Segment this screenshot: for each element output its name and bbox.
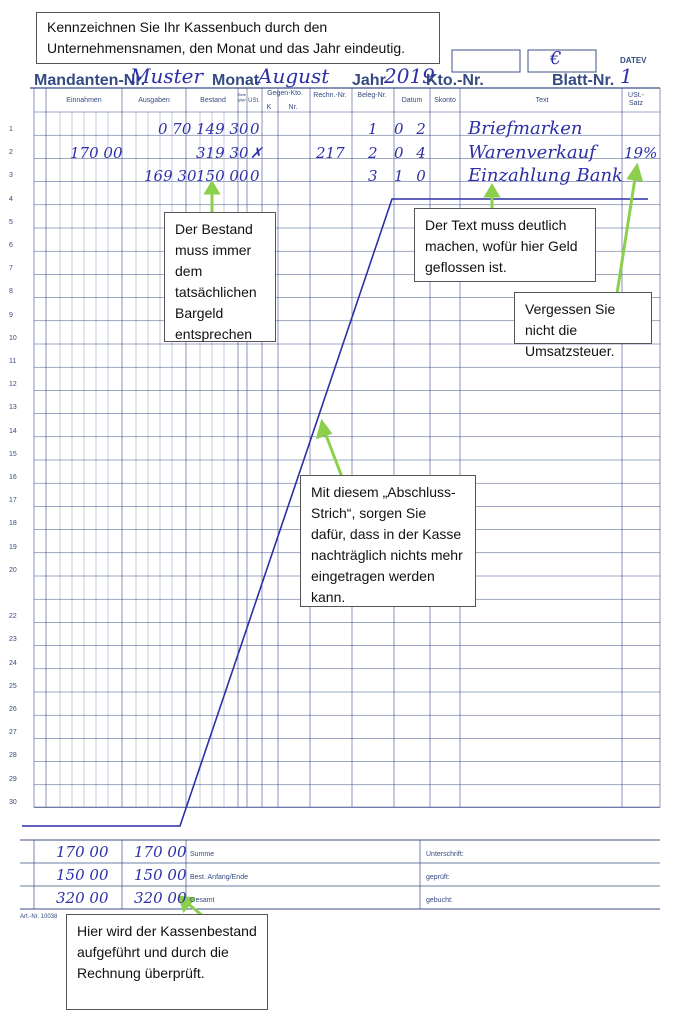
col-ust-satz: USt.-Satz (628, 92, 644, 107)
row-number: 6 (9, 242, 13, 249)
row-number: 20 (9, 566, 17, 574)
kto-label: Kto.-Nr. (426, 72, 484, 89)
blatt-value: 1 (620, 64, 633, 88)
entry1-beleg: 1 (368, 120, 378, 138)
row-number: 26 (9, 706, 17, 713)
total-ausgaben-summe: 170 00 (134, 843, 187, 861)
total-einnahmen-summe: 170 00 (56, 843, 109, 861)
entry1-bestand: 149 30 (196, 120, 249, 138)
callout-ust (514, 292, 652, 359)
row-number: 28 (9, 752, 17, 760)
mandant-label: Mandanten-Nr. (34, 72, 146, 89)
total-einnahmen-gesamt: 320 00 (56, 889, 109, 907)
entry2-datum: 0 4 (394, 144, 430, 162)
col-einnahmen: Einnahmen (66, 97, 102, 104)
header-note-text: Kennzeichnen Sie Ihr Kassenbuch durch den Unternehmensnamen, den Monat und das Jahr eindeutig. (47, 19, 406, 56)
row-number: 14 (9, 427, 17, 435)
gesamt-label: Gesamt (190, 897, 215, 904)
row-number: 23 (9, 636, 17, 644)
entry2-beleg: 2 (368, 144, 378, 162)
mandant-value: Muster (130, 64, 204, 88)
row-number: 24 (9, 659, 17, 667)
monat-value: August (258, 64, 330, 88)
col-beleg: Beleg-Nr. (357, 92, 387, 99)
row-number: 2 (9, 149, 13, 157)
entry3-text: Einzahlung Bank (468, 165, 623, 186)
callout-abschluss-text: Mit diesem „Abschluss-Strich“, sorgen Sie dafür, dass in der Kasse nachträglich nichts mehr eingetragen werden kann. (311, 484, 463, 605)
col-datum: Datum (401, 97, 423, 104)
callout-abschluss (300, 475, 476, 607)
row-number: 4 (9, 195, 13, 203)
monat-label: Monat (212, 72, 260, 89)
col-skonto: Skonto (434, 97, 456, 104)
callout-ust-text: Vergessen Sie nicht die Umsatzsteuer. (525, 301, 616, 359)
entry1-ausgaben: 0 70 (158, 120, 192, 138)
entry2-ust: ✗ (250, 144, 263, 162)
total-einnahmen-anfang: 150 00 (56, 866, 109, 884)
row-number: 1 (9, 126, 13, 133)
blatt-label: Blatt-Nr. (552, 72, 615, 89)
row-number: 18 (9, 520, 17, 528)
callout-header-note (36, 12, 440, 64)
row-number: 25 (9, 682, 17, 690)
entry2-rechn: 217 (316, 144, 345, 162)
col-rechn: Rechn.-Nr. (313, 92, 347, 99)
entry1-text: Briefmarken (468, 118, 583, 139)
gebucht-label: gebucht: (426, 897, 453, 904)
col-k: K (266, 104, 272, 111)
col-ausgaben: Ausgaben (138, 97, 170, 104)
total-ausgaben-anfang: 150 00 (134, 866, 187, 884)
callout-text (414, 208, 596, 282)
row-number: 8 (9, 288, 13, 296)
entry2-bestand: 319 30 (196, 144, 249, 162)
row-number: 27 (9, 729, 17, 737)
callout-bestand (164, 212, 276, 342)
row-number: 16 (9, 474, 17, 481)
row-number: 12 (9, 381, 17, 389)
entry2-einnahmen: 170 00 (70, 144, 123, 162)
row-number: 7 (9, 265, 13, 273)
callout-gesamt (66, 914, 268, 1010)
entry3-bestand: 150 00 (196, 167, 249, 185)
currency-mark: € (550, 48, 562, 69)
row-number: 15 (9, 450, 17, 458)
unterschrift-label: Unterschrift: (426, 851, 464, 858)
row-number: 13 (9, 404, 17, 412)
callout-bestand-text: Der Bestand muss immer dem tatsächlichen Bargeld entsprechen (175, 221, 257, 342)
jahr-value: 2019 (384, 64, 435, 88)
entry3-ausgaben: 169 30 (144, 167, 197, 185)
jahr-label: Jahr (352, 72, 386, 89)
row-number: 17 (9, 497, 17, 505)
geprueft-label: geprüft: (426, 874, 450, 881)
callout-text-text: Der Text muss deutlich machen, wofür hier Geld geflossen ist. (425, 217, 578, 275)
row-number: 3 (9, 172, 13, 180)
entry2-satz: 19% (624, 144, 658, 162)
total-ausgaben-gesamt: 320 00 (134, 889, 187, 907)
row-number: 5 (9, 218, 13, 226)
col-gegenkto: Gegen-Kto. (267, 90, 303, 97)
col-ust: USt. (248, 98, 260, 104)
callout-gesamt-text: Hier wird der Kassenbestand aufgeführt und durch die Rechnung überprüft. (77, 923, 257, 981)
entry3-datum: 1 0 (394, 167, 430, 185)
col-nr: Nr. (288, 104, 298, 111)
entry1-ust: 0 (250, 120, 260, 138)
art-nr: Art.-Nr. 10038 (20, 914, 58, 920)
row-number: 22 (9, 613, 17, 621)
anfang-label: Best. Anfang/Ende (190, 874, 248, 881)
datev-logo: DATEV (620, 56, 647, 65)
entry2-text: Warenverkauf (468, 142, 596, 163)
entry3-beleg: 3 (368, 167, 378, 185)
col-text: Text (535, 97, 549, 104)
entry3-ust: 0 (250, 167, 260, 185)
summe-label: Summe (190, 851, 215, 858)
entry1-datum: 0 2 (394, 120, 430, 138)
row-number: 19 (9, 543, 17, 551)
row-number: 30 (9, 798, 17, 806)
row-number: 10 (9, 334, 17, 342)
row-number: 11 (9, 358, 17, 365)
col-bestand: Bestand (200, 97, 226, 104)
row-number: 29 (9, 775, 17, 783)
row-number: 9 (9, 311, 13, 319)
col-belegtyp: Belegtyp (238, 92, 247, 102)
